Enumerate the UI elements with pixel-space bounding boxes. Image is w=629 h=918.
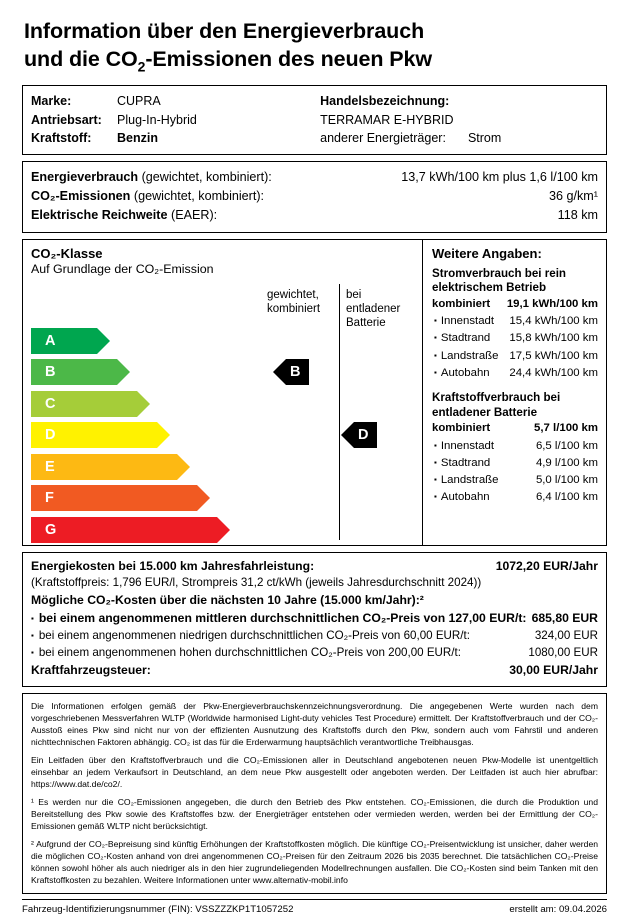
co2-cost-rows bbox=[31, 610, 598, 662]
vehicle-antriebsart-row bbox=[31, 111, 320, 129]
vehicle-right-column bbox=[320, 92, 598, 147]
legal-paragraph-2: Ein Leitfaden über den Kraftstoffverbrauch und die CO₂-Emissionen aller in Deutschland angebotenen neuen Pkw-Modelle ist unentgeltlich einsehbar an jedem Verkaufsort in Deutschland, an dem neue Pkw ausgestellt oder angeboten werden. Der Leitfaden ist auch hier abrufbar: https://www.dat.de/co2/. bbox=[31, 754, 598, 789]
fuel-consumption-row bbox=[432, 420, 598, 437]
fuel-consumption-row bbox=[432, 489, 598, 506]
class-bar-f bbox=[31, 485, 230, 511]
price-note bbox=[31, 575, 598, 592]
elektrische-reichweite-label: Elektrische Reichweite bbox=[31, 208, 168, 223]
fuel-consumption-row-label: kombiniert bbox=[432, 422, 491, 435]
class-bar-arrow bbox=[97, 328, 110, 354]
fuel-consumption-row bbox=[432, 438, 598, 455]
electric-consumption-row-value: 15,4 kWh/100 km bbox=[509, 315, 598, 328]
fuel-consumption-row-label: ▪ Autobahn bbox=[432, 489, 490, 506]
co2-cost-subheading bbox=[31, 592, 598, 610]
co2-emissionen-label-suffix: (gewichtet, kombiniert): bbox=[130, 189, 265, 204]
electric-consumption-row bbox=[432, 313, 598, 330]
anderer-energietraeger-value: Strom bbox=[467, 130, 502, 145]
footer bbox=[22, 899, 607, 915]
class-bar-d bbox=[31, 422, 230, 448]
co2-emissionen-label: CO₂-Emissionen bbox=[31, 189, 131, 204]
energy-cost-value: 1072,20 EUR/Jahr bbox=[495, 558, 598, 573]
marker-arrow bbox=[273, 359, 286, 385]
fuel-consumption-row-value: 5,0 l/100 km bbox=[535, 473, 598, 486]
class-bar-arrow bbox=[117, 359, 130, 385]
class-bar-arrow bbox=[217, 517, 230, 543]
fuel-consumption-row-label: ▪ Innenstadt bbox=[432, 438, 494, 455]
co2-cost-row bbox=[31, 645, 598, 662]
legal-notice-box bbox=[22, 693, 607, 894]
kraftstoff-label: Kraftstoff: bbox=[31, 130, 92, 145]
handelsbezeichnung-label: Handelsbezeichnung: bbox=[320, 94, 450, 109]
class-bar-label: D bbox=[31, 422, 157, 448]
fuel-consumption-row-label: ▪ Stadtrand bbox=[432, 455, 490, 472]
created-date: erstellt am: 09.04.2026 bbox=[509, 904, 607, 916]
class-bar-e bbox=[31, 454, 230, 480]
costs-box bbox=[22, 552, 607, 687]
vehicle-tax-label: Kraftfahrzeugsteuer: bbox=[31, 662, 151, 677]
marker-label: D bbox=[354, 422, 377, 448]
electric-consumption-rows bbox=[432, 296, 598, 382]
fuel-consumption-rows bbox=[432, 420, 598, 506]
electric-consumption-row-value: 17,5 kWh/100 km bbox=[509, 349, 598, 362]
co2-cost-row-label: ▪ bei einem angenommenen niedrigen durchschnittlichen CO₂-Preis von 60,00 EUR/t: bbox=[31, 628, 470, 645]
consumption-box bbox=[22, 161, 607, 232]
vehicle-kraftstoff-row bbox=[31, 129, 320, 147]
electric-consumption-row bbox=[432, 296, 598, 313]
co2-class-subheading: Auf Grundlage der CO₂-Emission bbox=[31, 261, 214, 276]
class-bar-label: F bbox=[31, 485, 197, 511]
price-note-text: (Kraftstoffpreis: 1,796 EUR/l, Strompreis 31,2 ct/kWh (jeweils Jahresdurchschnitt 2024)) bbox=[31, 576, 482, 590]
electric-consumption-row-label: ▪ Autobahn bbox=[432, 365, 490, 382]
further-details-panel bbox=[423, 240, 606, 545]
fuel-consumption-row-value: 5,7 l/100 km bbox=[534, 422, 598, 435]
marke-value: CUPRA bbox=[117, 94, 161, 109]
electric-consumption-row-value: 15,8 kWh/100 km bbox=[509, 332, 598, 345]
vin-text: Fahrzeug-Identifizierungsnummer (FIN): VSSZZZKP1T1057252 bbox=[22, 904, 294, 916]
electric-consumption-row bbox=[432, 365, 598, 382]
co2-cost-row-value: 685,80 EUR bbox=[531, 611, 598, 626]
fuel-consumption-row-value: 4,9 l/100 km bbox=[535, 456, 598, 469]
antriebsart-value: Plug-In-Hybrid bbox=[117, 112, 197, 127]
energy-cost-label: Energiekosten bei 15.000 km Jahresfahrleistung: bbox=[31, 558, 315, 573]
elektrische-reichweite-label-suffix: (EAER): bbox=[167, 208, 218, 223]
co2-cost-subheading-text: Mögliche CO₂-Kosten über die nächsten 10 Jahre (15.000 km/Jahr):² bbox=[31, 593, 424, 608]
vehicle-tax-value: 30,00 EUR/Jahr bbox=[509, 662, 598, 677]
antriebsart-label: Antriebsart: bbox=[31, 112, 102, 127]
co2-emissionen-value: 36 g/km¹ bbox=[549, 189, 598, 204]
consumption-row bbox=[31, 206, 598, 225]
co2-cost-row-label: ▪ bei einem angenommenen mittleren durchschnittlichen CO₂-Preis von 127,00 EUR/t: bbox=[31, 610, 526, 628]
kraftstoff-value: Benzin bbox=[117, 130, 158, 145]
electric-consumption-row-value: 19,1 kWh/100 km bbox=[506, 298, 598, 311]
fuel-consumption-title: Kraftstoffverbrauch bei entladener Batterie bbox=[432, 390, 561, 419]
fuel-consumption-row-value: 6,5 l/100 km bbox=[535, 439, 598, 452]
vehicle-tax-row bbox=[31, 662, 598, 680]
fuel-consumption-row bbox=[432, 455, 598, 472]
column-header-weighted: gewichtet, kombiniert bbox=[267, 288, 321, 315]
consumption-row bbox=[31, 187, 598, 206]
class-bar-a bbox=[31, 328, 230, 354]
electric-consumption-title: Stromverbrauch bei rein elektrischem Betrieb bbox=[432, 266, 567, 295]
co2-cost-row-label: ▪ bei einem angenommenen hohen durchschnittlichen CO₂-Preis von 200,00 EUR/t: bbox=[31, 645, 461, 662]
marker-arrow bbox=[341, 422, 354, 448]
class-bars bbox=[31, 328, 230, 549]
handelsbezeichnung-value: TERRAMAR E-HYBRID bbox=[320, 112, 454, 127]
class-bar-label: G bbox=[31, 517, 217, 543]
fuel-consumption-row bbox=[432, 472, 598, 489]
fuel-consumption-row-value: 6,4 l/100 km bbox=[535, 490, 598, 503]
vehicle-info-box bbox=[22, 85, 607, 155]
co2-cost-row bbox=[31, 610, 598, 628]
vehicle-left-column bbox=[31, 92, 320, 147]
electric-consumption-row bbox=[432, 348, 598, 365]
class-bar-label: B bbox=[31, 359, 117, 385]
class-bar-arrow bbox=[137, 391, 150, 417]
vehicle-marke-row bbox=[31, 92, 320, 110]
column-divider bbox=[339, 284, 340, 540]
electric-consumption-row-label: ▪ Stadtrand bbox=[432, 330, 490, 347]
co2-cost-row-value: 1080,00 EUR bbox=[528, 645, 598, 659]
legal-paragraph-1: Die Informationen erfolgen gemäß der Pkw-Energieverbrauchskennzeichnungsverordnung. Die angegebenen Werte wurden nach dem vorgeschriebenen Messverfahren WLTP (Worldwide harmonised Light-duty vehicles Test Procedure) ermittelt. Der Kraftstoffverbrauch und der CO₂-Ausstoß eines Pkw sind nicht nur von der effizienten Ausnutzung des Kraftstoffs durch den Pkw, sondern auch vom Fahrstil und anderen nichttechnischen Faktoren abhängig. CO₂ ist das für die Erderwarmung hauptsächlich verantwortliche Treibhausgas. bbox=[31, 700, 598, 747]
further-details-heading: Weitere Angaben: bbox=[432, 245, 542, 261]
column-header-depleted: bei entladener Batterie bbox=[339, 288, 417, 330]
electric-consumption-row-label: kombiniert bbox=[432, 298, 491, 311]
page-title bbox=[24, 18, 607, 75]
class-bar-g bbox=[31, 517, 230, 543]
class-bar-label: E bbox=[31, 454, 177, 480]
energieverbrauch-label-suffix: (gewichtet, kombiniert): bbox=[138, 170, 272, 185]
page-title-line2: und die $CO_2$-Emissionen des neuen Pkw bbox=[24, 46, 432, 75]
fuel-consumption-row-label: ▪ Landstraße bbox=[432, 472, 498, 489]
co2-cost-row bbox=[31, 628, 598, 645]
energieverbrauch-label: Energieverbrauch bbox=[31, 170, 139, 185]
class-bar-label: A bbox=[31, 328, 97, 354]
class-bar-label: C bbox=[31, 391, 137, 417]
page-title-line1: Information über den Energieverbrauch bbox=[24, 19, 425, 43]
electric-consumption-row bbox=[432, 330, 598, 347]
co2-class-scale bbox=[23, 240, 423, 545]
class-bar-arrow bbox=[177, 454, 190, 480]
legal-footnote-2: ² Aufgrund der CO₂-Bepreisung sind künftig Erhöhungen der Kraftstoffkosten möglich. Die künftige CO₂-Preisentwicklung ist unsicher, daher werden die möglichen CO₂-Kosten anhand von drei angenommenen CO₂-Preisen für den Zeitraum 2026 bis 2035 berechnet. Die tatsächlichen CO₂-Preise können sowohl höher als auch niedriger als in den hier zugrundeliegenden Modellrechnungen ausfallen. Die CO₂-Kosten sind beim Tanken mit den Kraftstoffkosten zu bezahlen. Weitere Informationen unter www.alternativ-mobil.info bbox=[31, 838, 598, 886]
class-bar-c bbox=[31, 391, 230, 417]
co2-class-column-headers bbox=[267, 288, 417, 330]
consumption-row bbox=[31, 168, 598, 187]
co2-class-section bbox=[22, 239, 607, 546]
marke-label: Marke: bbox=[31, 94, 72, 109]
anderer-energietraeger-row bbox=[320, 129, 598, 147]
marker-weighted-combined bbox=[273, 359, 309, 385]
marker-depleted-battery bbox=[341, 422, 377, 448]
class-bar-arrow bbox=[197, 485, 210, 511]
class-bar-arrow bbox=[157, 422, 170, 448]
energieverbrauch-value: 13,7 kWh/100 km plus 1,6 l/100 km bbox=[401, 170, 598, 185]
co2-cost-row-value: 324,00 EUR bbox=[534, 628, 598, 642]
legal-footnote-1: ¹ Es werden nur die CO₂-Emissionen angegeben, die durch den Betrieb des Pkw entstehen. CO₂-Emissionen, die durch die Produktion und Bereitstellung des Pkw sowie des Kraftstoffes bzw. der Energieträger entstehen oder vermieden werden, werden bei der Ermittlung der CO₂-Emissionen gemäß WLTP nicht berücksichtigt. bbox=[31, 796, 598, 831]
class-bar-b bbox=[31, 359, 230, 385]
electric-consumption-row-value: 24,4 kWh/100 km bbox=[509, 366, 598, 379]
elektrische-reichweite-value: 118 km bbox=[557, 208, 598, 223]
anderer-energietraeger-label: anderer Energieträger: bbox=[320, 130, 446, 145]
co2-class-heading: CO₂-Klasse bbox=[31, 245, 103, 261]
electric-consumption-row-label: ▪ Innenstadt bbox=[432, 313, 494, 330]
marker-label: B bbox=[286, 359, 309, 385]
energy-cost-row bbox=[31, 558, 598, 576]
electric-consumption-row-label: ▪ Landstraße bbox=[432, 348, 498, 365]
